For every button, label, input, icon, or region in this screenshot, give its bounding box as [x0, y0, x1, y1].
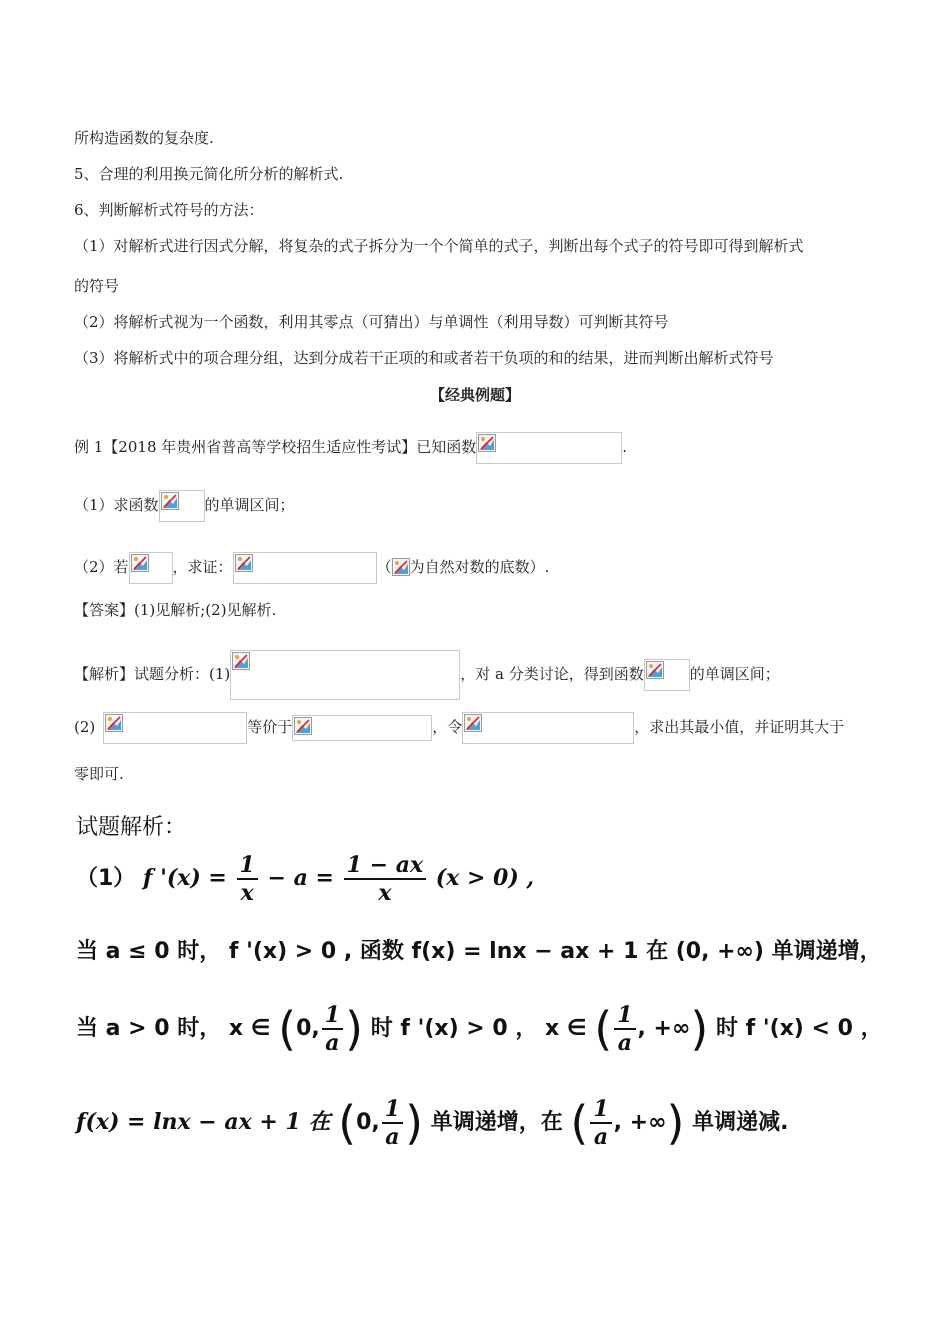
analysis-2-suffix: ，求出其最小值，并证明其大于 [634, 718, 845, 736]
right-paren: ) [690, 1002, 709, 1056]
section-title: 【经典例题】 [429, 386, 520, 404]
text-line: 6、判断解析式符号的方法： [74, 201, 264, 219]
broken-image-icon [161, 492, 179, 510]
q1-prefix: （1）求函数 [74, 496, 159, 514]
text-line: （3）将解析式中的项合理分组，达到分成若干正项的和或者若干负项的和的结果，进而判断出解析式符号 [74, 349, 774, 367]
derivative-expr: f '(x) = [142, 865, 227, 891]
formula-image [392, 558, 410, 578]
text-line: 的符号 [74, 277, 120, 295]
example-end: . [622, 438, 628, 456]
fraction-denominator: a [617, 1030, 632, 1056]
fraction [590, 1096, 611, 1150]
q2-prefix: （2）若 [74, 558, 129, 576]
solution-step-4 [76, 1096, 788, 1150]
interval-start: 0, [356, 1110, 380, 1135]
broken-image-icon [232, 652, 250, 670]
analysis-line-3: 零即可. [74, 765, 124, 783]
fraction-numerator: 1 [590, 1096, 611, 1124]
fraction-numerator: 1 [322, 1002, 343, 1030]
formula-image [644, 659, 690, 691]
left-paren: ( [278, 1002, 297, 1056]
step-3-prefix: 当 a > 0 时， x ∈ [76, 1016, 271, 1041]
right-paren: ) [345, 1002, 364, 1056]
formula-image [233, 552, 377, 584]
fraction-numerator: 1 [614, 1002, 635, 1030]
formula-image [476, 432, 622, 464]
formula-image [129, 552, 173, 584]
fraction-numerator: 1 [237, 852, 258, 880]
q2-suffix: 为自然对数的底数）. [409, 558, 550, 576]
fraction-numerator: 1 − ax [344, 852, 426, 880]
formula-image [103, 712, 247, 744]
fraction [344, 852, 426, 906]
solution-step-1 [76, 852, 534, 906]
analysis-line-1 [74, 650, 780, 700]
answer: 【答案】(1)见解析;(2)见解析. [74, 601, 277, 619]
fraction [382, 1096, 403, 1150]
solution-step-3 [76, 1002, 883, 1056]
example-prefix: 例 1【2018 年贵州省普高等学校招生适应性考试】已知函数 [74, 438, 477, 456]
interval-start: 0, [296, 1016, 320, 1041]
domain-condition: (x > 0) , [435, 865, 535, 891]
text-line: （2）将解析式视为一个函数，利用其零点（可猜出）与单调性（利用导数）可判断其符号 [74, 313, 669, 331]
analysis-prefix: 【解析】试题分析：(1) [74, 665, 231, 683]
question-1 [74, 490, 295, 522]
broken-image-icon [235, 554, 253, 572]
fraction-denominator: a [593, 1124, 609, 1150]
broken-image-icon [464, 714, 482, 732]
step-3-end: 时 f '(x) < 0 ， [715, 1016, 883, 1041]
broken-image-icon [131, 554, 149, 572]
fraction [237, 852, 258, 906]
q2-paren: （ [376, 558, 392, 576]
fraction [322, 1002, 343, 1056]
interval-end: , +∞ [613, 1110, 667, 1135]
analysis-2-prefix: (2) [74, 718, 96, 736]
text-line: 所构造函数的复杂度. [74, 129, 214, 147]
fraction-numerator: 1 [382, 1096, 403, 1124]
step-3-middle: 时 f '(x) > 0 ， x ∈ [370, 1016, 587, 1041]
broken-image-icon [478, 434, 496, 452]
fraction-denominator: x [378, 880, 392, 906]
step-label: （1） [76, 866, 136, 891]
formula-image [230, 650, 460, 700]
formula-image [462, 712, 634, 744]
text-line: （1）对解析式进行因式分解，将复杂的式子拆分为一个个简单的式子，判断出每个式子的符号即可得到解析式 [74, 237, 804, 255]
left-paren: ( [338, 1096, 357, 1150]
analysis-middle: ，对 a 分类讨论，得到函数 [460, 665, 644, 683]
fraction-denominator: a [325, 1030, 340, 1056]
formula-image [292, 715, 432, 741]
fraction [614, 1002, 635, 1056]
interval-end: , +∞ [637, 1016, 691, 1041]
broken-image-icon [646, 661, 664, 679]
formula-image [159, 490, 205, 522]
broken-image-icon [105, 714, 123, 732]
example-line [74, 432, 627, 464]
fraction-denominator: a [385, 1124, 400, 1150]
solution-title: 试题解析： [76, 815, 187, 840]
analysis-suffix: 的单调区间； [689, 665, 780, 683]
left-paren: ( [570, 1096, 589, 1150]
broken-image-icon [392, 558, 410, 576]
analysis-2-let: ，令 [432, 718, 463, 736]
step-4-prefix: f(x) = lnx − ax + 1 在 [76, 1109, 331, 1135]
minus-a: − a = [267, 865, 334, 891]
right-paren: ) [666, 1096, 685, 1150]
step-4-middle: 单调递增，在 [430, 1110, 563, 1135]
left-paren: ( [594, 1002, 613, 1056]
step-4-end: 单调递减. [692, 1110, 789, 1135]
fraction-denominator: x [240, 880, 254, 906]
question-2 [74, 552, 549, 584]
analysis-line-2 [74, 712, 844, 744]
q2-middle: ，求证： [172, 558, 233, 576]
q1-suffix: 的单调区间； [204, 496, 295, 514]
right-paren: ) [405, 1096, 424, 1150]
analysis-2-equiv: 等价于 [247, 718, 293, 736]
broken-image-icon [294, 717, 312, 735]
text-line: 5、合理的利用换元简化所分析的解析式. [74, 165, 344, 183]
solution-step-2: 当 a ≤ 0 时， f '(x) > 0 , 函数 f(x) = lnx − ax + 1 在 (0, +∞) 单调递增， [76, 939, 882, 964]
